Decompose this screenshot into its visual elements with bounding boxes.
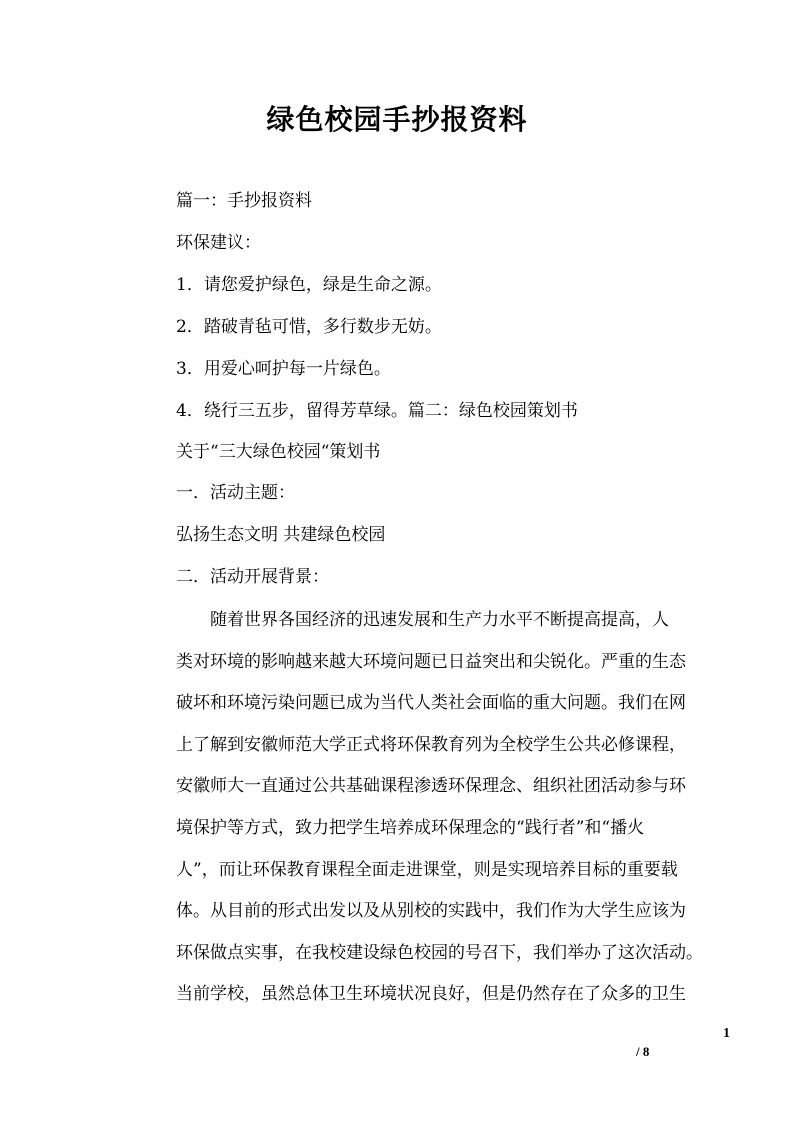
paragraph-line: 当前学校，虽然总体卫生环境状况良好，但是仍然存在了众多的卫生 (176, 984, 686, 1005)
paragraph-line: 破坏和环境污染问题已成为当代人类社会面临的重大问题。我们在网 (176, 693, 686, 714)
advice-item: 4．绕行三五步，留得芳草绿。篇二：绿色校园策划书 (176, 401, 578, 421)
document-title: 绿色校园手抄报资料 (266, 103, 528, 136)
paragraph-line: 上了解到安徽师范大学正式将环保教育列为全校学生公共必修课程， (176, 734, 686, 755)
advice-item: 3．用爱心呵护每一片绿色。 (176, 359, 391, 379)
activity-theme-heading: 一．活动主题： (176, 483, 295, 503)
paragraph-line: 体。从目前的形式出发以及从别校的实践中，我们作为大学生应该为 (176, 901, 686, 922)
advice-item: 2．踏破青毡可惜，多行数步无妨。 (176, 317, 442, 337)
paragraph-line: 类对环境的影响越来越大环境问题已日益突出和尖锐化。严重的生态 (176, 651, 686, 672)
advice-item: 1．请您爱护绿色，绿是生命之源。 (176, 275, 442, 295)
page-total: / 8 (636, 1044, 650, 1059)
background-paragraph (176, 600, 703, 1016)
plan-title: 关于“三大绿色校园“策划书 (176, 442, 381, 462)
section-heading-part1: 篇一：手抄报资料 (176, 191, 312, 211)
activity-theme: 弘扬生态文明 共建绿色校园 (176, 525, 386, 545)
page-number: 1 (723, 1026, 730, 1041)
paragraph-line: 境保护等方式，致力把学生培养成环保理念的“践行者”和“播火 (176, 817, 645, 838)
paragraph-line: 安徽师大一直通过公共基础课程渗透环保理念、组织社团活动参与环 (176, 776, 686, 797)
advice-heading: 环保建议： (176, 233, 261, 253)
paragraph-line: 环保做点实事，在我校建设绿色校园的号召下，我们举办了这次活动。 (176, 942, 703, 963)
paragraph-line: 人”，而让环保教育课程全面走进课堂，则是实现培养目标的重要载 (176, 859, 678, 880)
paragraph-line: 随着世界各国经济的迅速发展和生产力水平不断提高提高，人 (210, 610, 669, 630)
background-heading: 二．活动开展背景： (176, 567, 329, 587)
